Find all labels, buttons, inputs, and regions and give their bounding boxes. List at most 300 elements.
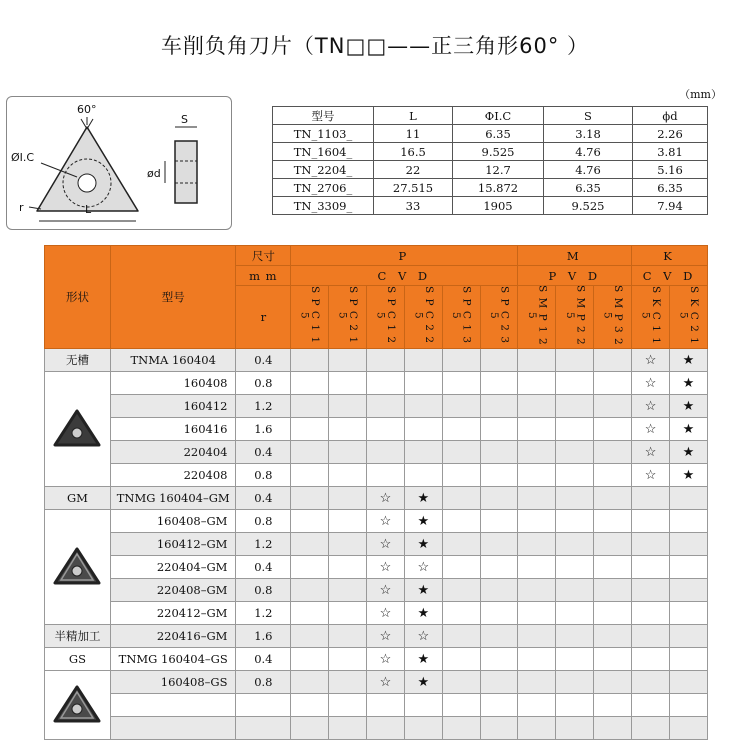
grade-mark-cell (291, 556, 329, 579)
grade-mark-cell (291, 602, 329, 625)
spec-header-row (273, 107, 708, 125)
grade-mark-cell (329, 602, 367, 625)
header-p: P (291, 246, 518, 266)
grade-mark-cell (632, 579, 670, 602)
grade-mark-cell: ★ (669, 418, 707, 441)
spec-header-cell: ΦI.C (453, 107, 544, 125)
table-row (45, 372, 708, 395)
radius-cell: 0.8 (236, 579, 291, 602)
grade-mark-cell (518, 694, 556, 717)
grade-label: S P C 1 3 5 (450, 286, 473, 345)
grade-mark-cell (556, 671, 594, 694)
triangle-insert-drawing (7, 97, 231, 229)
table-row (45, 395, 708, 418)
grade-mark-cell (669, 579, 707, 602)
grade-mark-cell (442, 441, 480, 464)
spec-cell: 4.76 (544, 161, 633, 179)
grade-mark-cell: ☆ (404, 625, 442, 648)
spec-cell: 3.81 (633, 143, 708, 161)
grade-mark-cell (329, 579, 367, 602)
grade-mark-cell (518, 602, 556, 625)
grade-mark-cell (291, 533, 329, 556)
grade-mark-cell (480, 602, 518, 625)
grade-mark-cell: ☆ (632, 349, 670, 372)
grade-header-cell (404, 286, 442, 349)
grade-mark-cell (556, 464, 594, 487)
grade-mark-cell: ☆ (632, 372, 670, 395)
spec-cell: 22 (374, 161, 453, 179)
grade-mark-cell (632, 717, 670, 740)
grade-mark-cell (556, 694, 594, 717)
grade-mark-cell: ☆ (366, 510, 404, 533)
spec-cell: 7.94 (633, 197, 708, 215)
grade-mark-cell (556, 648, 594, 671)
header-r: r (236, 286, 291, 349)
spec-cell: 4.76 (544, 143, 633, 161)
grade-mark-cell (329, 556, 367, 579)
grade-mark-cell: ★ (669, 395, 707, 418)
grade-mark-cell (594, 441, 632, 464)
model-cell: 160408 (110, 372, 236, 395)
shape-cell (45, 510, 111, 625)
model-cell (110, 717, 236, 740)
shape-label-gm: GM (45, 487, 111, 510)
grade-mark-cell (404, 418, 442, 441)
grade-mark-cell (480, 579, 518, 602)
grade-mark-cell (518, 418, 556, 441)
grade-mark-cell: ☆ (366, 487, 404, 510)
grade-mark-cell: ★ (669, 441, 707, 464)
header-size: 尺寸 (236, 246, 291, 266)
grade-mark-cell (329, 349, 367, 372)
grade-mark-cell: ☆ (366, 579, 404, 602)
radius-cell: 1.6 (236, 418, 291, 441)
grade-mark-cell (556, 602, 594, 625)
grade-mark-cell (291, 464, 329, 487)
grade-mark-cell (632, 671, 670, 694)
model-cell (110, 694, 236, 717)
grade-mark-cell (480, 694, 518, 717)
grade-mark-cell (480, 533, 518, 556)
grade-mark-cell (329, 464, 367, 487)
spec-cell: TN_1103_ (273, 125, 374, 143)
grade-mark-cell: ☆ (404, 556, 442, 579)
radius-cell: 1.2 (236, 533, 291, 556)
grade-mark-cell: ★ (404, 533, 442, 556)
grade-mark-cell: ☆ (366, 671, 404, 694)
header-cvd-k: C V D (632, 266, 708, 286)
gs-insert-icon (45, 681, 110, 729)
grade-mark-cell (518, 372, 556, 395)
grade-mark-cell (480, 717, 518, 740)
grade-label: S P C 1 1 5 (298, 286, 322, 345)
grade-mark-cell (594, 510, 632, 533)
model-cell: 220416–GM (110, 625, 236, 648)
grade-mark-cell (329, 418, 367, 441)
grade-mark-cell (669, 625, 707, 648)
grade-mark-cell (442, 579, 480, 602)
grade-mark-cell (442, 464, 480, 487)
grade-label: S P C 2 3 5 (488, 286, 511, 345)
grade-mark-cell (594, 372, 632, 395)
grade-mark-cell (291, 487, 329, 510)
grade-label: S M P 3 2 5 (601, 285, 625, 346)
grade-mark-cell (329, 487, 367, 510)
grade-mark-cell (329, 648, 367, 671)
grade-mark-cell (594, 694, 632, 717)
grade-mark-cell (518, 395, 556, 418)
grade-mark-cell (480, 671, 518, 694)
radius-cell: 0.8 (236, 372, 291, 395)
grade-mark-cell (518, 717, 556, 740)
grade-mark-cell (556, 533, 594, 556)
radius-cell (236, 694, 291, 717)
grade-mark-cell (442, 694, 480, 717)
spec-header-cell: L (374, 107, 453, 125)
shape-cell (45, 372, 111, 487)
grade-mark-cell: ☆ (632, 464, 670, 487)
insert-diagram (6, 96, 232, 230)
table-row (45, 441, 708, 464)
grade-mark-cell (556, 556, 594, 579)
plain-insert-icon (45, 405, 110, 453)
spec-header-cell: 型号 (273, 107, 374, 125)
model-cell: 220412–GM (110, 602, 236, 625)
angle-label: 60° (77, 103, 97, 116)
spec-cell: TN_1604_ (273, 143, 374, 161)
grade-header-cell (366, 286, 404, 349)
grade-mark-cell (669, 717, 707, 740)
unit-label: （mm） (679, 88, 722, 101)
radius-cell: 0.4 (236, 349, 291, 372)
grade-mark-cell (556, 625, 594, 648)
grade-mark-cell (480, 648, 518, 671)
grade-mark-cell: ★ (404, 510, 442, 533)
grade-mark-cell (556, 717, 594, 740)
grade-mark-cell (366, 349, 404, 372)
spec-row (273, 161, 708, 179)
grade-mark-cell (632, 625, 670, 648)
spec-cell: 2.26 (633, 125, 708, 143)
radius-cell: 0.8 (236, 464, 291, 487)
header-pvd-m: P V D (518, 266, 632, 286)
grade-mark-cell (366, 717, 404, 740)
table-row (45, 464, 708, 487)
model-cell: 160412–GM (110, 533, 236, 556)
grade-mark-cell (518, 487, 556, 510)
grade-mark-cell (404, 372, 442, 395)
grade-mark-cell (442, 671, 480, 694)
grade-mark-cell (480, 441, 518, 464)
model-cell: 220408–GM (110, 579, 236, 602)
grade-mark-cell (404, 464, 442, 487)
grade-mark-cell (291, 717, 329, 740)
grade-mark-cell: ☆ (366, 533, 404, 556)
table-row (45, 602, 708, 625)
grade-mark-cell: ☆ (632, 418, 670, 441)
table-row (45, 694, 708, 717)
table-row (45, 717, 708, 740)
grade-mark-cell (594, 671, 632, 694)
spec-cell: 12.7 (453, 161, 544, 179)
spec-header-cell: ϕd (633, 107, 708, 125)
model-cell: 220408 (110, 464, 236, 487)
spec-cell: 6.35 (544, 179, 633, 197)
shape-cell (45, 671, 111, 740)
grade-mark-cell: ☆ (366, 625, 404, 648)
grade-mark-cell (329, 533, 367, 556)
grade-mark-cell (291, 579, 329, 602)
grade-header-cell (518, 286, 556, 349)
model-cell: 220404–GM (110, 556, 236, 579)
grade-mark-cell (518, 349, 556, 372)
shape-label-banjing: 半精加工 (45, 625, 111, 648)
spec-cell: 3.18 (544, 125, 633, 143)
grade-label: S P C 2 1 5 (336, 286, 360, 345)
spec-cell: 6.35 (633, 179, 708, 197)
model-cell: TNMG 160404–GS (110, 648, 236, 671)
table-row (45, 349, 708, 372)
spec-row (273, 143, 708, 161)
grade-mark-cell (594, 717, 632, 740)
grade-mark-cell: ★ (404, 579, 442, 602)
grade-mark-cell (556, 418, 594, 441)
table-row (45, 648, 708, 671)
grade-mark-cell (442, 648, 480, 671)
grade-mark-cell (594, 349, 632, 372)
grade-mark-cell (442, 625, 480, 648)
model-cell: 160408–GS (110, 671, 236, 694)
grade-mark-cell (329, 372, 367, 395)
grade-label: S K C 1 1 5 (639, 286, 663, 345)
grade-mark-cell: ☆ (632, 441, 670, 464)
grade-mark-cell (556, 441, 594, 464)
grade-label: S M P 2 2 5 (563, 285, 587, 346)
grade-mark-cell (442, 395, 480, 418)
header-shape: 形状 (45, 246, 111, 349)
grade-mark-cell (366, 372, 404, 395)
grade-mark-cell (480, 625, 518, 648)
spec-cell: 6.35 (453, 125, 544, 143)
grade-mark-cell (404, 717, 442, 740)
grade-mark-cell (518, 464, 556, 487)
grade-mark-cell (518, 579, 556, 602)
grade-mark-cell (518, 556, 556, 579)
grade-mark-cell (632, 510, 670, 533)
table-row (45, 418, 708, 441)
spec-cell: TN_2706_ (273, 179, 374, 197)
spec-row (273, 179, 708, 197)
grade-label: S P C 1 2 5 (374, 286, 397, 345)
header-m: M (518, 246, 632, 266)
grade-mark-cell (480, 372, 518, 395)
grade-mark-cell (518, 648, 556, 671)
grade-mark-cell (442, 533, 480, 556)
grade-mark-cell (669, 556, 707, 579)
grade-mark-cell (594, 579, 632, 602)
grade-mark-cell (480, 395, 518, 418)
radius-cell: 0.4 (236, 441, 291, 464)
radius-cell: 0.4 (236, 648, 291, 671)
grade-mark-cell (632, 602, 670, 625)
radius-cell: 1.2 (236, 395, 291, 418)
radius-cell: 0.4 (236, 487, 291, 510)
shape-label-wucao: 无槽 (45, 349, 111, 372)
grade-header-cell (669, 286, 707, 349)
grade-mark-cell (594, 464, 632, 487)
grade-mark-cell (669, 602, 707, 625)
grade-mark-cell (594, 533, 632, 556)
grade-mark-cell (632, 648, 670, 671)
grade-mark-cell (291, 671, 329, 694)
grade-mark-cell (329, 694, 367, 717)
spec-cell: TN_3309_ (273, 197, 374, 215)
grade-mark-cell (669, 671, 707, 694)
spec-cell: TN_2204_ (273, 161, 374, 179)
grade-mark-cell (404, 395, 442, 418)
grade-header-cell (480, 286, 518, 349)
grade-mark-cell: ☆ (366, 602, 404, 625)
s-label: S (181, 113, 188, 126)
grade-mark-cell (594, 487, 632, 510)
grade-mark-cell (404, 349, 442, 372)
grade-mark-cell (480, 510, 518, 533)
grade-mark-cell (366, 395, 404, 418)
grade-mark-cell (291, 418, 329, 441)
grade-mark-cell (480, 464, 518, 487)
grade-mark-cell (329, 671, 367, 694)
header-model: 型号 (110, 246, 236, 349)
grade-label: S P C 2 2 5 (412, 286, 435, 345)
grade-mark-cell (291, 648, 329, 671)
grade-mark-cell (594, 418, 632, 441)
grade-mark-cell (442, 510, 480, 533)
grade-mark-cell (442, 372, 480, 395)
table-row (45, 671, 708, 694)
grade-mark-cell (442, 418, 480, 441)
shape-label-gs: GS (45, 648, 111, 671)
radius-cell: 0.8 (236, 671, 291, 694)
grade-mark-cell (442, 349, 480, 372)
table-row (45, 510, 708, 533)
grade-header-cell (632, 286, 670, 349)
spec-row (273, 197, 708, 215)
spec-table (272, 106, 708, 215)
grade-header-cell (291, 286, 329, 349)
grade-mark-cell (291, 395, 329, 418)
grade-mark-cell (329, 625, 367, 648)
model-cell: 160412 (110, 395, 236, 418)
grade-header-cell (556, 286, 594, 349)
grade-mark-cell: ★ (404, 671, 442, 694)
grade-mark-cell (556, 579, 594, 602)
d-label: ød (147, 167, 161, 180)
model-cell: 160408–GM (110, 510, 236, 533)
grade-mark-cell (291, 510, 329, 533)
radius-cell (236, 717, 291, 740)
spec-cell: 5.16 (633, 161, 708, 179)
grade-mark-cell (480, 556, 518, 579)
grade-mark-cell (594, 395, 632, 418)
l-label: L (85, 203, 92, 216)
grade-mark-cell: ☆ (366, 556, 404, 579)
radius-cell: 1.2 (236, 602, 291, 625)
grade-mark-cell (366, 441, 404, 464)
radius-cell: 0.8 (236, 510, 291, 533)
grade-mark-cell (518, 671, 556, 694)
table-row (45, 533, 708, 556)
grade-mark-cell (632, 556, 670, 579)
page-title: 车削负角刀片（TN□□——正三角形60° ） (160, 34, 590, 58)
grade-header-cell (329, 286, 367, 349)
model-cell: 220404 (110, 441, 236, 464)
grade-mark-cell (669, 533, 707, 556)
grade-mark-cell: ★ (404, 602, 442, 625)
grade-mark-cell (291, 372, 329, 395)
spec-cell: 33 (374, 197, 453, 215)
grade-mark-cell (594, 602, 632, 625)
table-row (45, 625, 708, 648)
table-row (45, 487, 708, 510)
grade-mark-cell: ★ (669, 372, 707, 395)
grade-mark-cell: ★ (669, 464, 707, 487)
grade-mark-cell (366, 694, 404, 717)
grade-mark-cell (480, 487, 518, 510)
spec-cell: 16.5 (374, 143, 453, 161)
grade-mark-cell (594, 648, 632, 671)
grade-mark-cell (291, 625, 329, 648)
grade-mark-cell (480, 349, 518, 372)
grade-label: S M P 1 2 5 (525, 285, 549, 346)
spec-header-cell: S (544, 107, 633, 125)
grade-mark-cell (669, 648, 707, 671)
grade-mark-cell (518, 510, 556, 533)
spec-cell: 9.525 (453, 143, 544, 161)
grade-mark-cell (366, 464, 404, 487)
grade-header-cell (442, 286, 480, 349)
header-mm: m m (236, 266, 291, 286)
table-row (45, 556, 708, 579)
grade-mark-cell (518, 625, 556, 648)
grade-mark-cell (556, 395, 594, 418)
grade-mark-cell (329, 395, 367, 418)
grade-mark-cell (632, 487, 670, 510)
grade-mark-cell (632, 694, 670, 717)
spec-cell: 15.872 (453, 179, 544, 197)
grade-mark-cell (442, 602, 480, 625)
grade-mark-cell (669, 510, 707, 533)
grade-mark-cell (518, 441, 556, 464)
spec-cell: 1905 (453, 197, 544, 215)
grade-mark-cell: ★ (404, 487, 442, 510)
grade-mark-cell (669, 694, 707, 717)
spec-row (273, 125, 708, 143)
spec-cell: 9.525 (544, 197, 633, 215)
grade-header-cell (594, 286, 632, 349)
grade-mark-cell (556, 349, 594, 372)
grade-mark-cell (404, 694, 442, 717)
grade-mark-cell (594, 625, 632, 648)
grade-mark-cell (556, 372, 594, 395)
grade-mark-cell (669, 487, 707, 510)
r-label: r (19, 201, 24, 214)
model-cell: TNMA 160404 (110, 349, 236, 372)
radius-cell: 1.6 (236, 625, 291, 648)
grade-mark-cell (291, 441, 329, 464)
grade-mark-cell (291, 694, 329, 717)
grade-mark-cell (594, 556, 632, 579)
grade-mark-cell (329, 441, 367, 464)
